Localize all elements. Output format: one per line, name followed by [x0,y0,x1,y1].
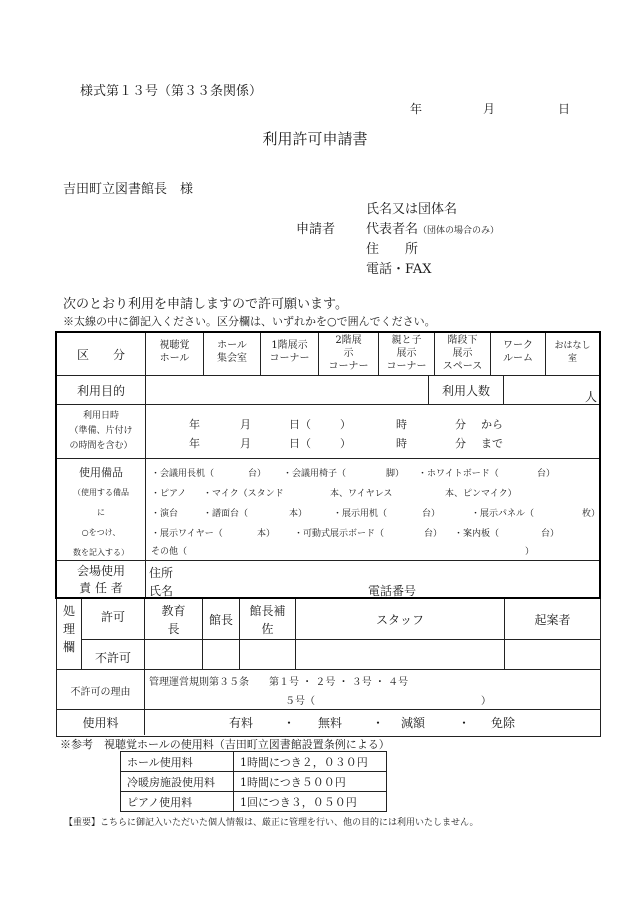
responsible-name[interactable]: 氏名 [149,584,174,598]
fee-label: 使用料 [82,716,119,730]
purpose-label: 利用目的 [76,384,125,398]
address-label: 住 所 [366,242,419,257]
date-year-label: 年 [410,102,423,116]
table-row [121,772,387,792]
purpose-field[interactable] [146,376,428,404]
fee-amount: 1時間につき５００円 [234,772,387,792]
director-label: 館長 [208,613,233,627]
fee-item: 冷暖房施設使用料 [121,772,234,792]
drafter-label: 起案者 [534,613,571,627]
date-month-label: 月 [483,102,496,116]
privacy-notice: 【重要】こちらに御記入いただいた個人情報は、厳正に管理を行い、他の目的には利用いたしません。 [64,818,479,828]
education-director-label: 教育 長 [161,604,186,636]
responsible-phone[interactable]: 電話番号 [368,584,417,598]
datetime-label: 利用日時 （準備、片付け の時間を含む） [69,411,133,451]
fee-item: ピアノ使用料 [121,792,234,812]
persons-unit: 人 [585,390,598,404]
category-stair-exhibit-space[interactable]: 階段下 展示 スペース [442,335,483,372]
fee-amount: 1時間につき２，０３０円 [234,752,387,772]
reason-label: 不許可の理由 [70,687,131,698]
processing-section: 処 理 欄 許可 不許可 教育 長 館長 館長補 佐 スタッフ 起案者 不許可の理由 管理運営規則第３５条 第１号 ・ ２号 ・ ３号 ・ ４号 ５号（ ） 使用料 有料 ・ 無料 ・ 減額 ・ 免除 [56,599,601,737]
date-day-label: 日 [558,102,571,116]
responsible-label: 会場使用 責 任 者 [76,564,125,595]
category-storytelling-room[interactable]: おはなし 室 [554,341,591,364]
request-text: 次のとおり利用を申請しますので許可願います。 [63,297,348,312]
kubun-label: 区 分 [76,348,125,362]
representative-label: 代表者名（団体の場合のみ） [366,222,500,237]
assistant-label: 館長補 佐 [249,604,286,636]
table-row [121,752,387,772]
phone-fax-label: 電話・FAX [366,262,432,277]
fee-amount: 1回につき３，０５０円 [234,792,387,812]
addressee: 吉田町立図書館長 様 [63,182,194,197]
applicant-name-label: 氏名又は団体名 [366,202,458,217]
equipment-label: 使用備品 （使用する備品 に ○をつけ、 数を記入する） [73,466,129,557]
category-2f-exhibit-corner[interactable]: 2階展 示 コーナー [328,335,369,372]
page-title: 利用許可申請書 [262,130,368,148]
form-number: 様式第１３号（第３３条関係） [80,84,263,99]
category-1f-exhibit-corner[interactable]: 1階展示 コーナー [269,340,310,364]
reason-line-1[interactable]: 管理運営規則第３５条 第１号 ・ ２号 ・ ３号 ・ ４号 [149,677,409,688]
reference-note: ※参考 視聴覚ホールの使用料（吉田町立図書館設置条例による） [60,738,390,751]
processing-label: 処 理 欄 [62,604,75,654]
staff-label: スタッフ [375,613,424,627]
applicant-label: 申請者 [296,222,336,237]
not-approved-label: 不許可 [94,651,131,665]
representative-note: （団体の場合のみ） [418,226,500,236]
category-hall-meeting-room[interactable]: ホール 集会室 [217,340,247,364]
category-av-hall[interactable]: 視聴覚 ホール [159,340,190,364]
fee-reference-table [120,751,387,812]
fee-item: ホール使用料 [121,752,234,772]
table-row [121,792,387,812]
approved-label: 許可 [100,610,125,624]
instructions-text: ※太線の中に御記入ください。区分欄は、いずれかを○で囲んでください。 [63,315,436,328]
category-parent-child-exhibit[interactable]: 親と子 展示 コーナー [386,335,427,372]
responsible-address[interactable]: 住所 [149,566,174,580]
application-table: 区 分 視聴覚 ホール ホール 集会室 1階展示 コーナー 2階展 示 コーナー 親と子 展示 コーナー 階段下 展示 スペース ワーク ルーム おはなし 室 利用目的 利用人数 人 利用日時 （準備、片付け の時間を含む） 年 月 日（ ） 時 分 から 年 月 日（ ） 時 分 まで 使用備品 （使用する備品 に ○をつけ、 数を記入する） ・会議用長机（ 台） ・会議用椅子（ 脚） ・ホワイトボード（ 台） ・ピアノ ・マイク（スタンド 本、ワイヤレス 本、ピンマイク） ・演台 ・譜面台（ 本） ・展示用机（ 台） ・展示パネル（ 枚） ・展示ワイヤー（ 本） ・可動式展示ボード（ 台） ・案内板（ 台） その他（ ） 会場使用 責 任 者 住所 氏名 電話番号 [55,331,601,599]
attendees-label: 利用人数 [441,384,490,398]
category-workroom[interactable]: ワーク ルーム [503,340,533,364]
